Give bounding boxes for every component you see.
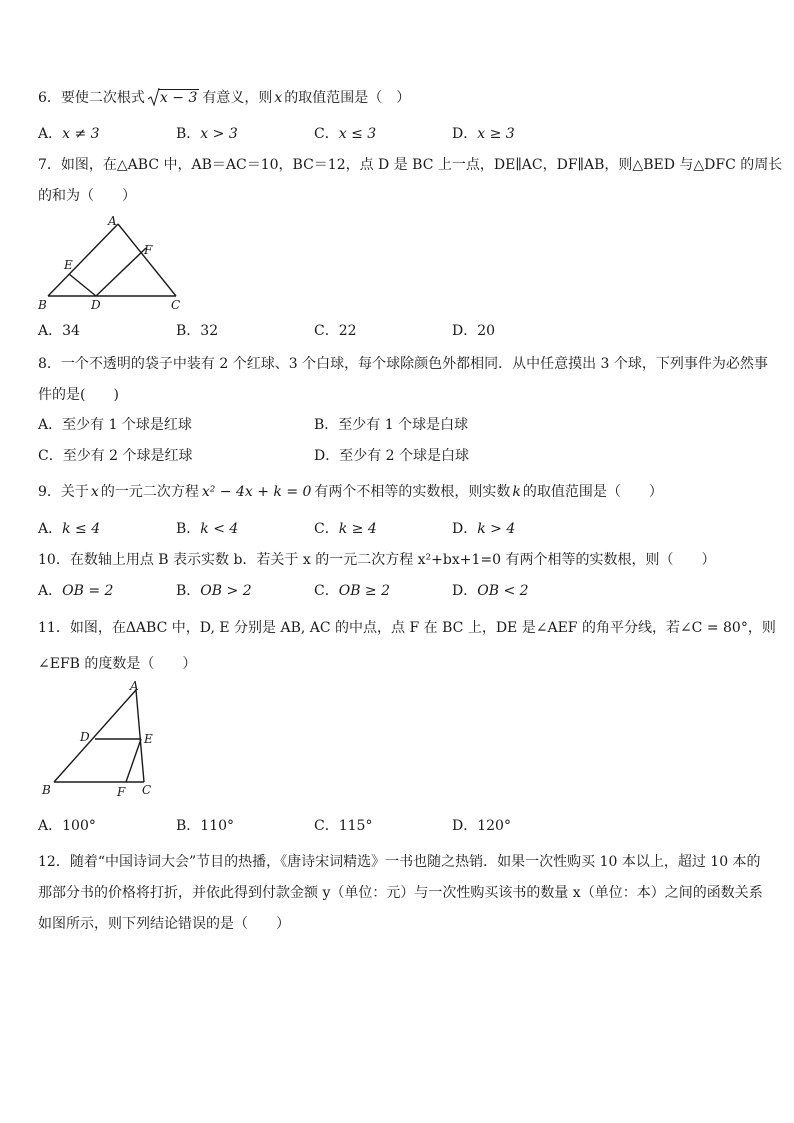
option-label: B． [176,521,201,537]
option-text: k > 4 [477,521,516,537]
q7-label-e: E [64,258,73,272]
option-label: B． [176,126,201,142]
option-text: 110° [200,818,235,834]
q8-option-c[interactable] [38,447,193,465]
q6-stem-c: 的取值范围是（ ） [284,90,411,106]
q7-stem-line1: 7．如图，在△ABC 中，AB＝AC＝10，BC＝12，点 D 是 BC 上一点，DE∥AC，DF∥AB，则△BED 与△DFC 的周长 [38,157,783,173]
option-text: OB ≥ 2 [338,583,391,599]
option-text: 34 [62,323,80,339]
option-label: D． [452,583,478,599]
q7-label-f: F [144,243,153,257]
option-label: C． [314,323,339,339]
option-label: C． [314,521,339,537]
q9-stem [38,483,663,501]
q7-option-a[interactable] [38,322,80,340]
option-text: 20 [477,323,496,339]
q7-segment-de [69,274,96,296]
q7-option-d[interactable] [452,322,495,340]
q6-radicand: x − 3 [159,90,198,106]
q11-label-a: A [130,680,139,693]
q8-option-b[interactable] [314,416,468,434]
option-text: OB = 2 [62,583,114,599]
option-text: x ≤ 3 [338,126,377,142]
q12-stem-line3: 如图所示，则下列结论错误的是（ ） [38,916,290,932]
q6-option-d[interactable] [452,125,515,143]
q11-option-d[interactable] [452,817,511,835]
option-text: x ≥ 3 [477,126,515,142]
option-label: A． [38,521,63,537]
option-text: k < 4 [200,521,239,537]
option-label: D． [452,521,478,537]
q11-segment-ef [126,739,141,782]
q11-label-b: B [42,783,51,797]
option-label: A． [38,818,63,834]
q6-option-c[interactable] [314,125,376,143]
q11-option-b[interactable] [176,817,234,835]
option-text: 32 [200,323,219,339]
option-label: B． [176,818,201,834]
q10-option-b[interactable] [176,582,252,600]
q9-stem-b: 的一元二次方程 [100,484,199,500]
q6-option-b[interactable] [176,125,238,143]
option-text: OB < 2 [477,583,529,599]
option-label: D． [452,323,478,339]
q8-option-a[interactable] [38,416,192,434]
q10-stem-line1: 10．在数轴上用点 B 表示实数 b．若关于 x 的一元二次方程 x²+bx+1=0 有两个相等的实数根，则（ ） [38,552,716,568]
q11-label-c: C [142,783,152,797]
q7-option-c[interactable] [314,322,357,340]
q11-label-f: F [117,785,126,799]
option-text: x > 3 [200,126,238,142]
option-text: 22 [338,323,357,339]
option-label: B． [176,583,201,599]
q11-label-e: E [144,732,153,746]
q11-stem-line2: ∠EFB 的度数是（ ） [38,656,197,672]
q9-var-k: k [512,484,521,500]
q10-option-a[interactable] [38,582,113,600]
q11-label-d: D [80,730,90,744]
option-text: 100° [62,818,96,834]
option-text: k ≤ 4 [62,521,101,537]
option-label: C． [314,818,339,834]
q7-side-ac [118,224,176,296]
option-label: C． [38,448,63,464]
q9-option-b[interactable] [176,520,238,538]
option-label: B． [176,323,201,339]
q11-stem-line1: 11．如图，在ΔABC 中，D, E 分别是 AB, AC 的中点，点 F 在 BC 上，DE 是∠AEF 的角平分线，若∠C = 80°，则 [38,620,776,636]
radical-sign-icon [148,87,160,107]
q7-segment-df [96,248,146,296]
option-text: 115° [338,818,373,834]
q7-stem-line2: 的和为（ ） [38,188,136,204]
option-label: C． [314,583,339,599]
q8-option-d[interactable] [314,447,469,465]
q7-label-a: A [108,214,117,228]
q11-option-c[interactable] [314,817,372,835]
option-label: A． [38,583,63,599]
option-label: D． [452,818,478,834]
option-text: x ≠ 3 [62,126,100,142]
option-label: A． [38,323,63,339]
q9-equation: x² − 4x + k = 0 [201,484,312,500]
q8-stem-line1: 8．一个不透明的袋子中装有 2 个红球、3 个白球，每个球除颜色外都相同．从中任意摸出 3 个球，下列事件为必然事 [38,356,768,372]
option-label: D． [452,126,478,142]
option-label: C． [314,126,339,142]
q9-stem-c: 有两个不相等的实数根，则实数 [314,484,511,500]
q7-label-c: C [171,298,181,312]
q6-stem-a: 6．要使二次根式 [38,90,145,106]
q7-label-d: D [91,298,101,312]
option-text: 至少有 2 个球是红球 [62,448,193,464]
option-text: 至少有 2 个球是白球 [339,448,470,464]
q11-side-ab [54,690,136,782]
option-label: A． [38,126,63,142]
q7-label-b: B [38,298,47,312]
option-text: 至少有 1 个球是白球 [338,417,469,433]
q10-option-c[interactable] [314,582,390,600]
q6-var: x [274,90,283,106]
q6-stem [38,89,410,107]
q6-stem-b: 有意义，则 [202,90,273,106]
q7-figure [36,212,196,312]
option-label: D． [314,448,340,464]
option-text: k ≥ 4 [338,521,377,537]
q9-option-c[interactable] [314,520,377,538]
q12-stem-line2: 那部分书的价格将打折，并依此得到付款金额 y（单位：元）与一次性购买该书的数量 x（单位：本）之间的函数关系 [38,885,763,901]
option-text: OB > 2 [200,583,252,599]
q12-stem-line1: 12．随着“中国诗词大会”节目的热播，《唐诗宋词精选》一书也随之热销．如果一次性购买 10 本以上，超过 10 本的 [38,854,761,870]
q9-option-a[interactable] [38,520,100,538]
q9-stem-d: 的取值范围是（ ） [522,484,663,500]
option-label: A． [38,417,63,433]
q6-radical [148,89,199,107]
q11-figure [38,680,168,800]
q8-stem-line2: 件的是( ) [38,387,119,403]
option-text: 120° [477,818,511,834]
q9-stem-a: 9．关于 [38,484,89,500]
q11-side-ac [136,690,144,782]
option-label: B． [314,417,339,433]
q6-option-a[interactable] [38,125,100,143]
option-text: 至少有 1 个球是红球 [62,417,192,433]
q7-option-b[interactable] [176,322,218,340]
q9-var-x: x [90,484,99,500]
q9-option-d[interactable] [452,520,515,538]
q11-option-a[interactable] [38,817,96,835]
q10-option-d[interactable] [452,582,529,600]
